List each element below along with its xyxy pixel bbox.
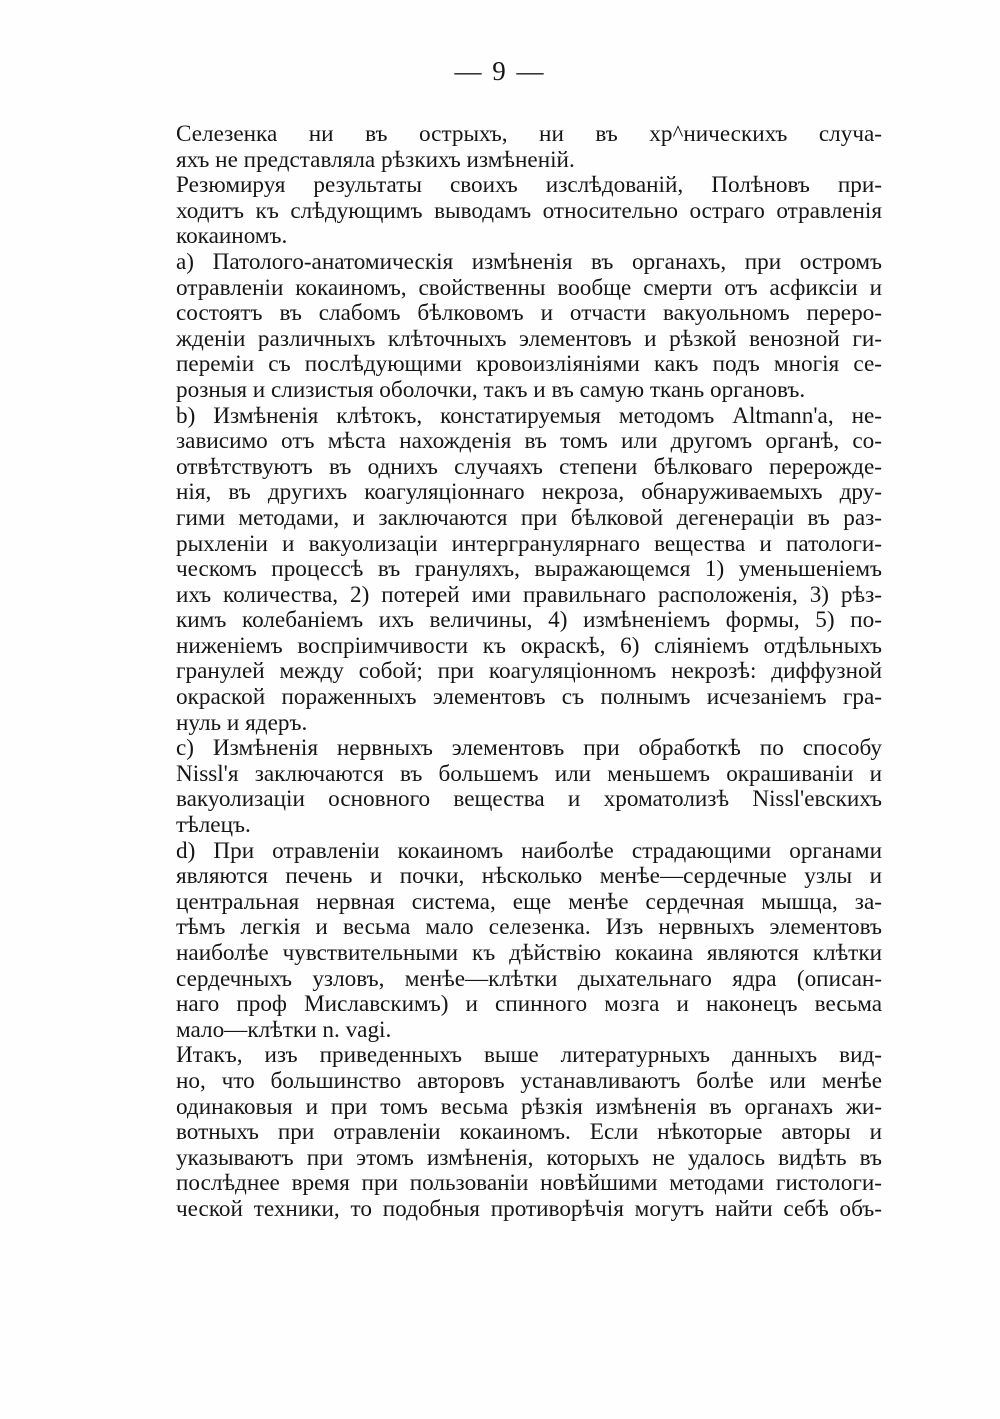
text-line: вакуолизаціи основного вещества и хроматолизѣ Nissl'евскихъ: [176, 786, 882, 813]
text-line: наиболѣе чувствительными къ дѣйствію кокаина являются клѣтки: [176, 940, 882, 966]
text-line: кокаиномъ.: [176, 223, 288, 250]
text-line: одинаковыя и при томъ весьма рѣзкія измѣненія въ органахъ жи-: [176, 1093, 882, 1120]
text-line: яхъ не представляла рѣзкихъ измѣненій.: [176, 146, 575, 173]
text-line: Селезенка ни въ острыхъ, ни въ хр^ническихъ случа-: [176, 121, 882, 147]
text-line: наго проф Миславскимъ) и спинного мозга и наконецъ весьма: [176, 991, 882, 1018]
text-line: отравленіи кокаиномъ, свойственны вообще смерти отъ асфиксіи и: [176, 274, 882, 301]
text-line: d) При отравленіи кокаиномъ наиболѣе страдающими органами: [176, 837, 882, 864]
text-line: послѣднее время при пользованіи новѣйшими методами гистологи-: [176, 1170, 882, 1197]
body-text: [176, 122, 882, 1223]
text-line: тѣмъ легкія и весьма мало селезенка. Изъ нервныхъ элементовъ: [176, 914, 882, 941]
text-line: рыхленіи и вакуолизаціи интергранулярнаго вещества и патологи-: [176, 530, 882, 557]
text-line: указываютъ при этомъ измѣненія, которыхъ не удалось видѣть въ: [176, 1144, 882, 1171]
text-line: ихъ количества, 2) потерей ими правильнаго расположенія, 3) рѣз-: [176, 581, 882, 608]
text-line: кимъ колебаніемъ ихъ величины, 4) измѣненіемъ формы, 5) по-: [176, 607, 882, 634]
text-line: нуль и ядеръ.: [176, 709, 308, 736]
text-line: зависимо отъ мѣста нахожденія въ томъ или другомъ органѣ, со-: [176, 428, 882, 455]
text-line: Итакъ, изъ приведенныхъ выше литературныхъ данныхъ вид-: [176, 1042, 882, 1069]
text-line: сердечныхъ узловъ, менѣе—клѣтки дыхательнаго ядра (описан-: [176, 965, 882, 992]
text-line: Nissl'я заключаются въ большемъ или меньшемъ окрашиваніи и: [176, 760, 882, 787]
text-line: Резюмируя результаты своихъ изслѣдованій, Полѣновъ при-: [176, 172, 882, 199]
text-line: тѣлецъ.: [176, 812, 251, 839]
text-line: но, что большинство авторовъ устанавливаютъ болѣе или менѣе: [176, 1067, 882, 1094]
text-line: переміи съ послѣдующими кровоизліяніями какъ подъ многія се-: [176, 351, 882, 378]
text-line: ниженіемъ воспріимчивости къ окраскѣ, 6) сліяніемъ отдѣльныхъ: [176, 632, 882, 659]
text-line: гранулей между собой; при коагуляціонномъ некрозѣ: диффузной: [176, 658, 882, 685]
text-line: жденіи различныхъ клѣточныхъ элементовъ и рѣзкой венозной ги-: [176, 325, 882, 352]
text-line: ческой техники, то подобныя противорѣчія могутъ найти себѣ объ-: [176, 1195, 882, 1222]
text-line: окраской пораженныхъ элементовъ съ полнымъ исчезаніемъ гра-: [176, 684, 882, 711]
text-line: ходитъ къ слѣдующимъ выводамъ относительно остраго отравленія: [176, 197, 882, 224]
text-line: розныя и слизистыя оболочки, такъ и въ самую ткань органовъ.: [176, 376, 806, 403]
text-line: ческомъ процессѣ въ грануляхъ, выражающемся 1) уменьшеніемъ: [176, 556, 882, 583]
text-line: а) Патолого-анатомическія измѣненія въ органахъ, при остромъ: [176, 248, 882, 275]
text-line: c) Измѣненія нервныхъ элементовъ при обработкѣ по способу: [176, 735, 882, 762]
text-line: отвѣтствуютъ въ однихъ случаяхъ степени бѣлковаго перерожде-: [176, 453, 882, 480]
text-line: гими методами, и заключаются при бѣлковой дегенераціи въ раз-: [176, 504, 882, 531]
text-line: центральная нервная система, еще менѣе сердечная мышца, за-: [176, 888, 882, 915]
text-line: являются печень и почки, нѣсколько менѣе—сердечные узлы и: [176, 863, 882, 890]
text-line: мало—клѣтки n. vagi.: [176, 1016, 392, 1043]
page-number: — 9 —: [454, 56, 546, 86]
text-line: b) Измѣненія клѣтокъ, констатируемыя методомъ Altmann'а, не-: [176, 402, 882, 429]
text-line: вотныхъ при отравленіи кокаиномъ. Если нѣкоторые авторы и: [176, 1119, 882, 1146]
text-line: нія, въ другихъ коагуляціоннаго некроза, обнаруживаемыхъ дру-: [176, 479, 882, 506]
text-line: состоятъ въ слабомъ бѣлковомъ и отчасти вакуольномъ переро-: [176, 300, 882, 327]
